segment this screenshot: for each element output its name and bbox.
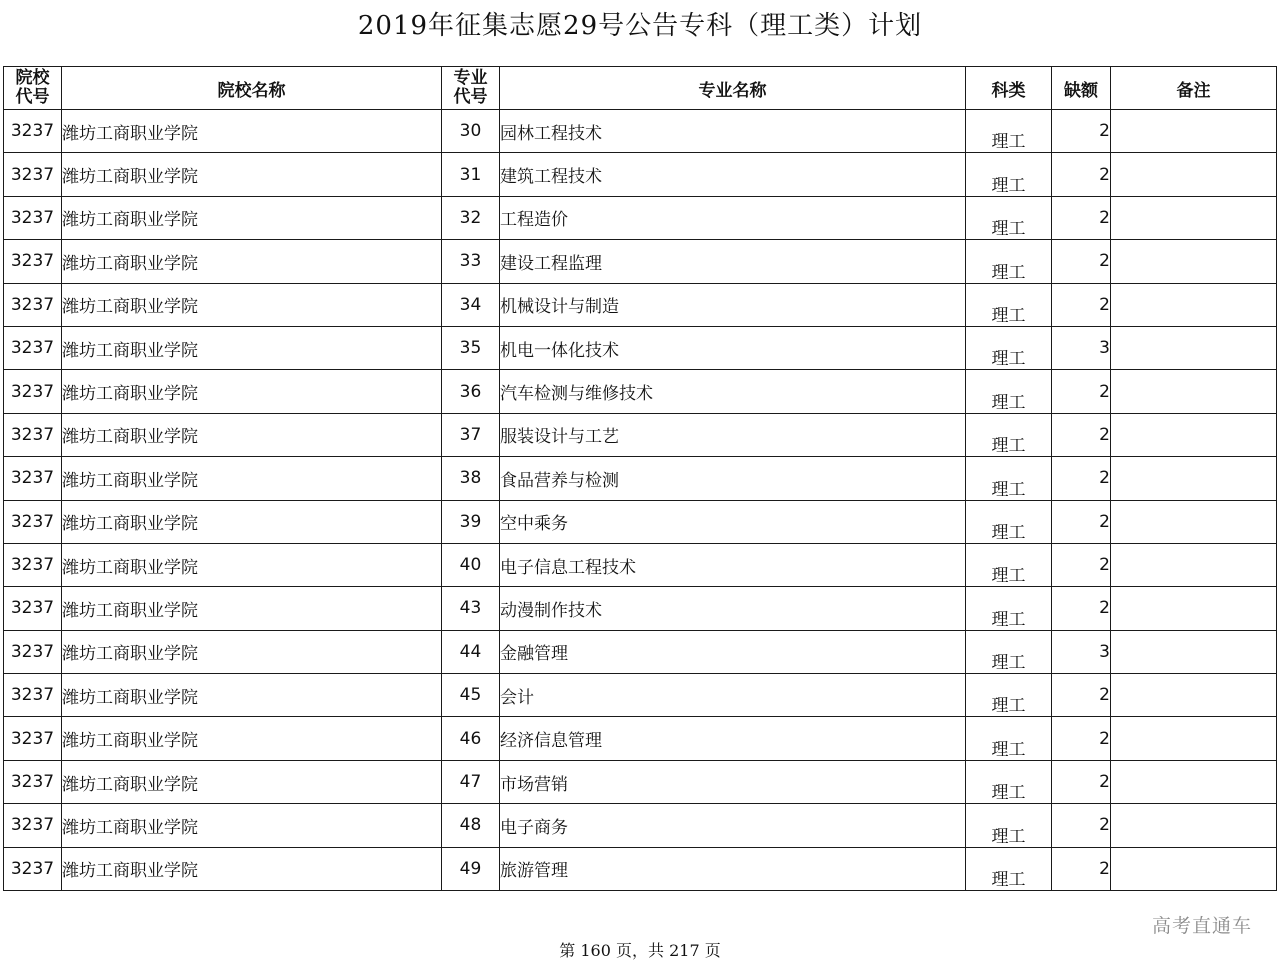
cell-school-name: 潍坊工商职业学院 [62, 630, 442, 673]
cell-category: 理工 [966, 326, 1052, 369]
cell-major-code: 34 [442, 283, 500, 326]
cell-category: 理工 [966, 717, 1052, 760]
cell-major-name: 电子信息工程技术 [500, 543, 966, 586]
cell-school-name: 潍坊工商职业学院 [62, 413, 442, 456]
cell-school-code: 3237 [4, 717, 62, 760]
header-category: 科类 [966, 67, 1052, 110]
cell-school-code: 3237 [4, 413, 62, 456]
cell-major-code: 35 [442, 326, 500, 369]
cell-major-name: 机械设计与制造 [500, 283, 966, 326]
table-row [4, 413, 1277, 456]
cell-major-code: 46 [442, 717, 500, 760]
cell-category: 理工 [966, 674, 1052, 717]
cell-vacancy: 2 [1052, 587, 1111, 630]
cell-school-name: 潍坊工商职业学院 [62, 457, 442, 500]
cell-remarks [1111, 847, 1277, 890]
cell-vacancy: 2 [1052, 283, 1111, 326]
cell-school-name: 潍坊工商职业学院 [62, 674, 442, 717]
cell-major-code: 44 [442, 630, 500, 673]
cell-major-name: 电子商务 [500, 804, 966, 847]
cell-school-code: 3237 [4, 110, 62, 153]
cell-major-name: 会计 [500, 674, 966, 717]
cell-remarks [1111, 196, 1277, 239]
page-title: 2019年征集志愿29号公告专科（理工类）计划 [357, 11, 923, 41]
cell-category: 理工 [966, 240, 1052, 283]
cell-major-name: 市场营销 [500, 760, 966, 803]
cell-remarks [1111, 674, 1277, 717]
cell-major-name: 工程造价 [500, 196, 966, 239]
cell-category: 理工 [966, 804, 1052, 847]
table-row [4, 283, 1277, 326]
cell-school-name: 潍坊工商职业学院 [62, 760, 442, 803]
cell-school-name: 潍坊工商职业学院 [62, 240, 442, 283]
cell-major-code: 43 [442, 587, 500, 630]
page-footer: 第 160 页，共 217 页 [559, 941, 721, 960]
cell-major-name: 空中乘务 [500, 500, 966, 543]
cell-major-code: 30 [442, 110, 500, 153]
cell-major-code: 48 [442, 804, 500, 847]
cell-remarks [1111, 413, 1277, 456]
cell-remarks [1111, 153, 1277, 196]
table-row [4, 630, 1277, 673]
cell-vacancy: 2 [1052, 674, 1111, 717]
cell-remarks [1111, 240, 1277, 283]
cell-school-name: 潍坊工商职业学院 [62, 283, 442, 326]
cell-major-code: 47 [442, 760, 500, 803]
cell-remarks [1111, 630, 1277, 673]
header-school-code: 院校 代号 [4, 67, 62, 110]
cell-major-code: 38 [442, 457, 500, 500]
cell-category: 理工 [966, 370, 1052, 413]
cell-school-code: 3237 [4, 370, 62, 413]
table-row [4, 674, 1277, 717]
cell-school-code: 3237 [4, 543, 62, 586]
header-remarks: 备注 [1111, 67, 1277, 110]
cell-vacancy: 2 [1052, 413, 1111, 456]
table-row [4, 804, 1277, 847]
cell-school-name: 潍坊工商职业学院 [62, 196, 442, 239]
cell-remarks [1111, 760, 1277, 803]
cell-vacancy: 2 [1052, 717, 1111, 760]
table-row [4, 500, 1277, 543]
cell-category: 理工 [966, 283, 1052, 326]
cell-remarks [1111, 717, 1277, 760]
cell-major-name: 经济信息管理 [500, 717, 966, 760]
cell-category: 理工 [966, 587, 1052, 630]
cell-remarks [1111, 804, 1277, 847]
cell-school-code: 3237 [4, 587, 62, 630]
table-row [4, 543, 1277, 586]
cell-school-name: 潍坊工商职业学院 [62, 110, 442, 153]
table-row [4, 196, 1277, 239]
cell-major-name: 建筑工程技术 [500, 153, 966, 196]
cell-vacancy: 2 [1052, 196, 1111, 239]
table-row [4, 760, 1277, 803]
table-row [4, 326, 1277, 369]
cell-vacancy: 2 [1052, 153, 1111, 196]
header-school-name: 院校名称 [62, 67, 442, 110]
table-row [4, 110, 1277, 153]
cell-category: 理工 [966, 500, 1052, 543]
cell-vacancy: 2 [1052, 847, 1111, 890]
cell-school-name: 潍坊工商职业学院 [62, 717, 442, 760]
cell-school-code: 3237 [4, 500, 62, 543]
cell-major-code: 40 [442, 543, 500, 586]
table-row [4, 457, 1277, 500]
cell-vacancy: 2 [1052, 760, 1111, 803]
cell-school-code: 3237 [4, 674, 62, 717]
cell-major-name: 动漫制作技术 [500, 587, 966, 630]
cell-vacancy: 2 [1052, 500, 1111, 543]
cell-major-name: 金融管理 [500, 630, 966, 673]
cell-major-name: 机电一体化技术 [500, 326, 966, 369]
cell-remarks [1111, 457, 1277, 500]
table-row [4, 847, 1277, 890]
cell-school-name: 潍坊工商职业学院 [62, 587, 442, 630]
cell-vacancy: 2 [1052, 543, 1111, 586]
cell-vacancy: 2 [1052, 370, 1111, 413]
header-major-code: 专业 代号 [442, 67, 500, 110]
cell-school-code: 3237 [4, 283, 62, 326]
cell-vacancy: 3 [1052, 326, 1111, 369]
cell-major-name: 食品营养与检测 [500, 457, 966, 500]
cell-major-name: 服装设计与工艺 [500, 413, 966, 456]
header-major-name: 专业名称 [500, 67, 966, 110]
cell-vacancy: 2 [1052, 240, 1111, 283]
cell-school-name: 潍坊工商职业学院 [62, 500, 442, 543]
table-header-row [4, 67, 1277, 110]
cell-school-name: 潍坊工商职业学院 [62, 847, 442, 890]
cell-category: 理工 [966, 196, 1052, 239]
cell-school-code: 3237 [4, 457, 62, 500]
cell-major-code: 37 [442, 413, 500, 456]
cell-remarks [1111, 283, 1277, 326]
cell-school-code: 3237 [4, 240, 62, 283]
table-row [4, 240, 1277, 283]
cell-category: 理工 [966, 457, 1052, 500]
cell-remarks [1111, 587, 1277, 630]
cell-school-code: 3237 [4, 630, 62, 673]
header-vacancy: 缺额 [1052, 67, 1111, 110]
cell-major-name: 园林工程技术 [500, 110, 966, 153]
cell-vacancy: 2 [1052, 457, 1111, 500]
cell-major-name: 建设工程监理 [500, 240, 966, 283]
cell-remarks [1111, 110, 1277, 153]
cell-category: 理工 [966, 630, 1052, 673]
cell-category: 理工 [966, 110, 1052, 153]
cell-school-code: 3237 [4, 847, 62, 890]
cell-vacancy: 3 [1052, 630, 1111, 673]
cell-school-name: 潍坊工商职业学院 [62, 370, 442, 413]
cell-category: 理工 [966, 760, 1052, 803]
cell-remarks [1111, 500, 1277, 543]
cell-school-code: 3237 [4, 196, 62, 239]
cell-school-name: 潍坊工商职业学院 [62, 153, 442, 196]
cell-major-code: 33 [442, 240, 500, 283]
cell-school-name: 潍坊工商职业学院 [62, 804, 442, 847]
cell-category: 理工 [966, 543, 1052, 586]
cell-school-name: 潍坊工商职业学院 [62, 543, 442, 586]
cell-major-code: 45 [442, 674, 500, 717]
cell-major-code: 39 [442, 500, 500, 543]
cell-vacancy: 2 [1052, 110, 1111, 153]
cell-school-name: 潍坊工商职业学院 [62, 326, 442, 369]
cell-major-name: 旅游管理 [500, 847, 966, 890]
cell-remarks [1111, 326, 1277, 369]
cell-school-code: 3237 [4, 153, 62, 196]
cell-major-code: 49 [442, 847, 500, 890]
watermark-text: 高考直通车 [1151, 915, 1252, 937]
cell-major-code: 31 [442, 153, 500, 196]
cell-remarks [1111, 370, 1277, 413]
table-row [4, 587, 1277, 630]
cell-major-code: 36 [442, 370, 500, 413]
cell-school-code: 3237 [4, 326, 62, 369]
table-row [4, 370, 1277, 413]
cell-category: 理工 [966, 413, 1052, 456]
table-row [4, 717, 1277, 760]
cell-remarks [1111, 543, 1277, 586]
cell-category: 理工 [966, 847, 1052, 890]
cell-major-code: 32 [442, 196, 500, 239]
cell-vacancy: 2 [1052, 804, 1111, 847]
enrollment-plan-table [3, 66, 1277, 891]
cell-school-code: 3237 [4, 760, 62, 803]
cell-school-code: 3237 [4, 804, 62, 847]
cell-major-name: 汽车检测与维修技术 [500, 370, 966, 413]
table-row [4, 153, 1277, 196]
cell-category: 理工 [966, 153, 1052, 196]
